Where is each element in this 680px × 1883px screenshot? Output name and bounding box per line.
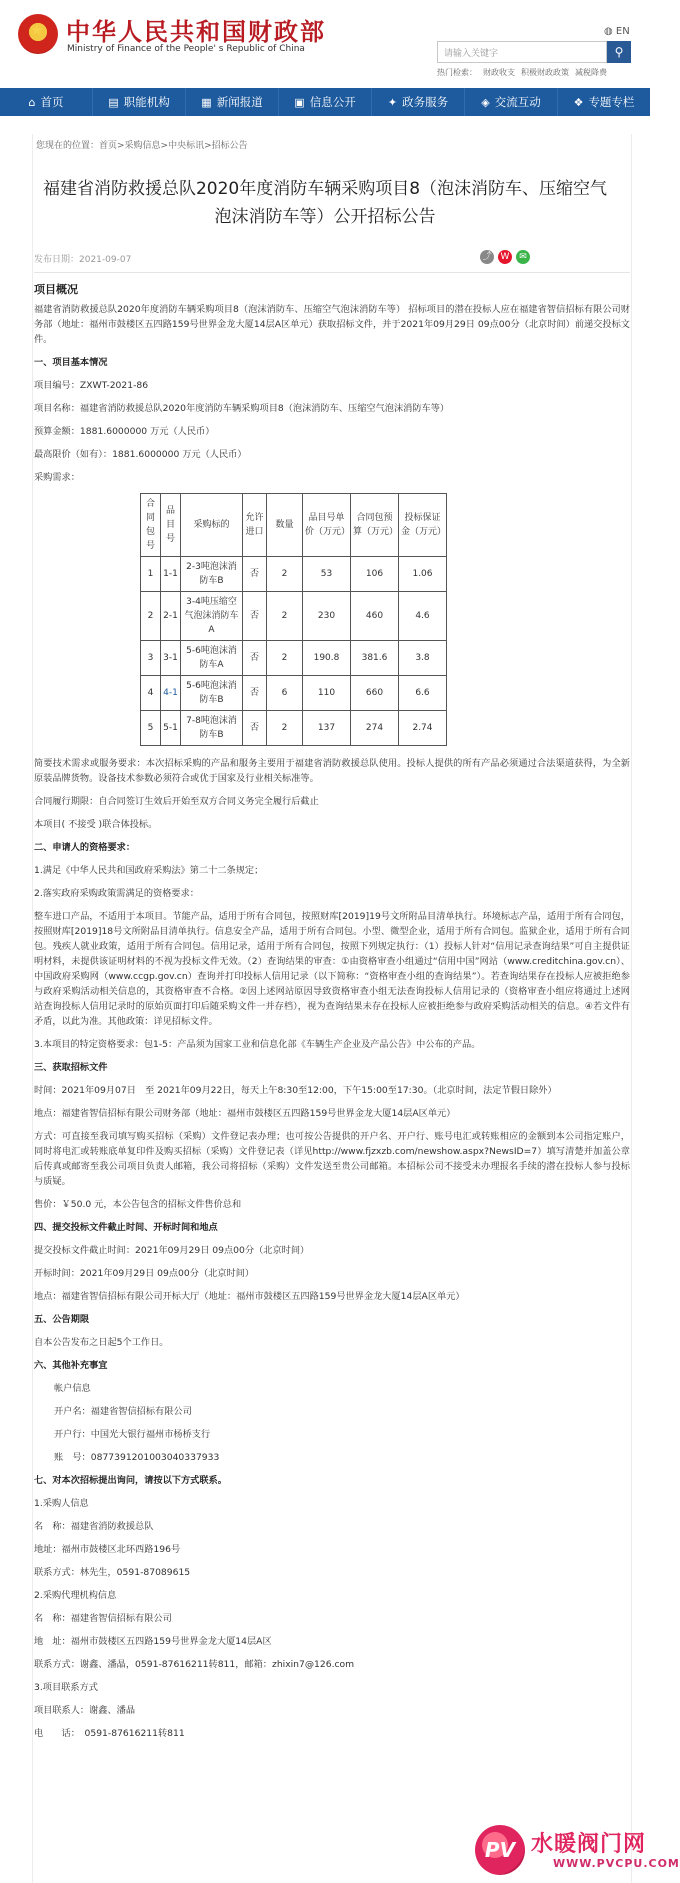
table-cell: 4.6 — [399, 592, 447, 641]
table-cell: 否 — [243, 592, 267, 641]
news-icon: ▦ — [201, 95, 212, 109]
table-header: 合同包号 — [141, 494, 161, 557]
chat-icon: ◈ — [481, 95, 490, 109]
contact-project-person: 项目联系人：谢鑫、潘晶 — [34, 1705, 136, 1716]
procurement-table — [140, 493, 447, 746]
qualification-1: 1.满足《中华人民共和国政府采购法》第二十二条规定； — [34, 865, 264, 876]
brief-requirements: 简要技术需求或服务要求：本次招标采购的产品和服务主要用于福建省消防救援总队使用。投标人提供的所有产品必须通过合法渠道获得，为全新原装品牌货物。设备技术参数必须符合或优于国家及行业相关标准等。 — [34, 758, 630, 784]
nav-label: 首页 — [40, 95, 64, 109]
table-cell: 3.8 — [399, 641, 447, 676]
table-cell: 190.8 — [303, 641, 351, 676]
nav-item-info[interactable] — [279, 88, 372, 116]
joint-bid: 本项目( 不接受 )联合体投标。 — [34, 819, 158, 830]
account-bank: 开户行：中国光大银行福州市杨桥支行 — [54, 1429, 211, 1440]
table-header: 合同包预算（万元） — [351, 494, 399, 557]
table-cell: 5-6吨泡沫消防车B — [181, 676, 243, 711]
table-cell: 2 — [141, 592, 161, 641]
nav-label: 职能机构 — [123, 95, 170, 109]
qualification-2: 2.落实政府采购政策需满足的资格要求： — [34, 888, 199, 899]
table-cell: 106 — [351, 557, 399, 592]
table-cell: 2 — [267, 711, 303, 746]
max-price: 最高限价（如有）：1881.6000000 万元（人民币） — [34, 449, 247, 460]
overview-text: 福建省消防救援总队2020年度消防车辆采购项目8（泡沫消防车、压缩空气泡沫消防车等） 招标项目的潜在投标人应在福建省智信招标有限公司财务部（地址：福州市鼓楼区五四路159号世界金龙大厦14层A区单元）获取招标文件，并于2021年09月29日 09点00分（北京时间）前递交投标文件。 — [34, 304, 630, 345]
nav-label: 交流互动 — [494, 95, 541, 109]
table-cell: 381.6 — [351, 641, 399, 676]
open-place: 地点：福建省智信招标有限公司开标大厅（地址：福州市鼓楼区五四路159号世界金龙大厦14层A区单元） — [34, 1291, 465, 1302]
table-header: 品目号 — [161, 494, 181, 557]
contract-term: 合同履行期限：自合同签订生效后开始至双方合同义务完全履行后截止 — [34, 796, 319, 807]
budget: 预算金额：1881.6000000 万元（人民币） — [34, 426, 215, 437]
table-header: 投标保证金（万元） — [399, 494, 447, 557]
table-cell: 460 — [351, 592, 399, 641]
table-header: 采购标的 — [181, 494, 243, 557]
account-name: 开户名：福建省智信招标有限公司 — [54, 1406, 192, 1417]
obtain-place: 地点：福建省智信招标有限公司财务部（地址：福州市鼓楼区五四路159号世界金龙大厦14层A区单元） — [34, 1108, 456, 1119]
article-body — [34, 282, 630, 1749]
table-cell: 2 — [267, 557, 303, 592]
table-cell: 1 — [141, 557, 161, 592]
nav-item-topics[interactable] — [558, 88, 650, 116]
contact-agency-name: 名 称：福建省智信招标有限公司 — [34, 1613, 172, 1624]
nav-label: 信息公开 — [309, 95, 356, 109]
table-row — [141, 676, 447, 711]
overview-heading: 项目概况 — [34, 283, 78, 296]
table-row — [141, 711, 447, 746]
site-title-en: Ministry of Finance of the People' s Republic of China — [67, 44, 305, 54]
table-header: 允许进口 — [243, 494, 267, 557]
hot-word[interactable]: 财政收支 — [483, 68, 515, 77]
contact-purchaser-address: 地址：福州市鼓楼区北环西路196号 — [34, 1544, 181, 1555]
qualification-2-detail: 整车进口产品，不适用于本项目。节能产品，适用于所有合同包，按照财库[2019]19号文所附品目清单执行。环境标志产品，适用于所有合同包，按照财库[2019]18号文所附品目清单执行。信息安全产品，适用于所有合同包。小型、微型企业，适用于所有合同包。监狱企业，适用于所有合同包。残疾人就业政策，适用于所有合同包。信用记录，适用于所有合同包，按照下列规定执行：（1）投标人针对“信用记录查询结果”可自主提供证明材料，未提供该证明材料的不视为投标文件无效。（2）查询结果的审查：①由资格审查小组通过“信用中国”网站（www.creditchina.gov.cn）、中国政府采购网（www.ccgp.gov.cn）查询并打印投标人信用记录（以下简称：“资格审查小组的查询结果”）。若查询结果存在投标人应被拒绝参与政府采购活动相关信息的，其资格审查不合格。②因上述网站原因导致资格审查小组无法查询投标人信用记录的（资格审查小组应将通过上述网站查询投标人信用记录时的原始页面打印后随采购文件一并存档），视为查询结果未存在投标人应被拒绝参与政府采购活动相关的信息。④若文件有矛盾，以此为准。其他政策：详见招标文件。 — [34, 911, 630, 1027]
watermark-en: WWW.PVCPU.COM — [553, 1857, 680, 1870]
table-cell: 1-1 — [161, 557, 181, 592]
table-cell: 4 — [141, 676, 161, 711]
national-emblem-icon[interactable]: ★ — [18, 14, 58, 54]
nav-label: 新闻报道 — [216, 95, 263, 109]
nav-item-interaction[interactable] — [465, 88, 558, 116]
project-number: 项目编号：ZXWT-2021-86 — [34, 380, 149, 391]
table-cell: 230 — [303, 592, 351, 641]
site-title[interactable]: 中华人民共和国财政部 — [66, 18, 326, 46]
column-icon: ❖ — [573, 95, 584, 109]
contact-agency-address: 地 址：福州市鼓楼区五四路159号世界金龙大厦14层A区 — [34, 1636, 272, 1647]
section-heading: 七、对本次招标提出询问，请按以下方式联系。 — [34, 1475, 227, 1486]
obtain-time: 时间：2021年09月07日 至 2021年09月22日，每天上午8:30至12:00，下午15:00至17:30。（北京时间，法定节假日除外） — [34, 1085, 557, 1096]
site-header — [0, 0, 650, 84]
table-cell: 5-6吨泡沫消防车A — [181, 641, 243, 676]
table-cell: 2-3吨泡沫消防车B — [181, 557, 243, 592]
watermark-logo-icon: PV — [475, 1825, 525, 1875]
search-button[interactable] — [607, 41, 631, 63]
service-icon: ✦ — [387, 95, 398, 109]
table-cell: 否 — [243, 711, 267, 746]
table-header-row — [141, 494, 447, 557]
section-heading: 三、获取招标文件 — [34, 1062, 108, 1073]
demand-label: 采购需求： — [34, 472, 80, 483]
table-cell: 2.74 — [399, 711, 447, 746]
nav-item-services[interactable] — [372, 88, 465, 116]
table-header: 数量 — [267, 494, 303, 557]
obtain-method: 方式：可直接至我司填写购买招标（采购）文件登记表办理；也可按公告提供的开户名、开户行、账号电汇或转账相应的金额到本公司指定账户，同时将电汇或转账底单复印件及购买招标（采购）文件登记表（详见http://www.fjzxzb.com/newshow.aspx?NewsID=7）填写清楚并加盖公章后传真或邮寄至我公司项目负责人邮箱，我公司将招标（采购）文件发送至贵公司邮箱。本招标公司不接受未办理报名手续的潜在投标人参与投标与质疑。 — [34, 1131, 630, 1187]
contact-purchaser-phone: 联系方式：林先生，0591-87089615 — [34, 1567, 191, 1578]
nav-label: 专题专栏 — [588, 95, 635, 109]
share-bar — [480, 250, 530, 264]
breadcrumb[interactable]: 您现在的位置：首页>采购信息>中央标讯>招标公告 — [36, 141, 248, 151]
table-cell: 2 — [267, 592, 303, 641]
search-icon: ⚲ — [614, 45, 624, 59]
project-name: 项目名称：福建省消防救援总队2020年度消防车辆采购项目8（泡沫消防车、压缩空气泡沫消防车等） — [34, 403, 450, 414]
table-cell: 6 — [267, 676, 303, 711]
contact-project-label: 3.项目联系方式 — [34, 1682, 98, 1693]
table-cell: 7-8吨泡沫消防车B — [181, 711, 243, 746]
table-row — [141, 557, 447, 592]
table-cell: 4-1 — [161, 676, 181, 711]
nav-item-home[interactable] — [0, 88, 93, 116]
hot-label: 热门检索： — [437, 68, 477, 77]
table-cell: 3-1 — [161, 641, 181, 676]
section-heading: 六、其他补充事宜 — [34, 1360, 108, 1371]
section-heading: 五、公告期限 — [34, 1314, 90, 1325]
table-cell: 3-4吨压缩空气泡沫消防车A — [181, 592, 243, 641]
nav-item-news[interactable] — [186, 88, 279, 116]
language-switch[interactable] — [604, 26, 630, 37]
hot-word[interactable]: 积极财政政策 — [521, 68, 569, 77]
table-cell: 110 — [303, 676, 351, 711]
globe-icon: ◍ — [604, 26, 613, 37]
section-heading: 四、提交投标文件截止时间、开标时间和地点 — [34, 1222, 218, 1233]
watermark-cn: 水暖阀门网 — [531, 1832, 647, 1857]
nav-label: 政务服务 — [402, 95, 449, 109]
hot-searches — [437, 67, 613, 78]
table-cell: 5-1 — [161, 711, 181, 746]
table-cell: 否 — [243, 676, 267, 711]
account-number: 账 号：0877391201003040337933 — [54, 1452, 220, 1463]
language-label: EN — [615, 26, 630, 37]
nav-item-departments[interactable] — [93, 88, 186, 116]
publish-date: 发布日期：2021-09-07 — [34, 255, 132, 265]
table-cell: 3 — [141, 641, 161, 676]
contact-agency-label: 2.采购代理机构信息 — [34, 1590, 117, 1601]
table-cell: 否 — [243, 557, 267, 592]
qualification-3: 3.本项目的特定资格要求：包1-5：产品须为国家工业和信息化部《车辆生产企业及产品公告》中公布的产品。 — [34, 1039, 481, 1050]
home-icon: ⌂ — [28, 95, 36, 109]
table-cell: 否 — [243, 641, 267, 676]
table-cell: 137 — [303, 711, 351, 746]
table-cell: 2-1 — [161, 592, 181, 641]
contact-project-phone: 电 话： 0591-87616211转811 — [34, 1728, 185, 1739]
title-divider — [34, 272, 630, 273]
wechat-icon[interactable]: ✉ — [516, 250, 530, 264]
table-cell: 274 — [351, 711, 399, 746]
contact-purchaser-label: 1.采购人信息 — [34, 1498, 89, 1509]
table-row — [141, 592, 447, 641]
document-price: 售价：￥50.0 元，本公告包含的招标文件售价总和 — [34, 1199, 242, 1210]
section-heading: 二、申请人的资格要求： — [34, 842, 136, 853]
watermark — [475, 1825, 680, 1880]
info-icon: ▣ — [294, 95, 305, 109]
table-cell: 660 — [351, 676, 399, 711]
weibo-icon[interactable]: W — [498, 250, 512, 264]
building-icon: ▤ — [108, 95, 119, 109]
table-cell: 1.06 — [399, 557, 447, 592]
search-input[interactable]: 请输入关键字 — [437, 41, 607, 63]
account-label: 帐户信息 — [54, 1383, 91, 1394]
section-heading: 一、项目基本情况 — [34, 357, 108, 368]
open-time: 开标时间：2021年09月29日 09点00分（北京时间） — [34, 1268, 255, 1279]
page-title: 福建省消防救援总队2020年度消防车辆采购项目8（泡沫消防车、压缩空气泡沫消防车等）公开招标公告 — [42, 179, 608, 227]
table-cell: 53 — [303, 557, 351, 592]
hot-word[interactable]: 减税降费 — [575, 68, 607, 77]
table-cell: 2 — [267, 641, 303, 676]
bid-deadline: 提交投标文件截止时间：2021年09月29日 09点00分（北京时间） — [34, 1245, 310, 1256]
notice-period: 自本公告发布之日起5个工作日。 — [34, 1337, 169, 1348]
contact-agency-phone: 联系方式：谢鑫、潘晶，0591-87616211转811，邮箱：zhixin7@126.com — [34, 1659, 355, 1670]
contact-purchaser-name: 名 称：福建省消防救援总队 — [34, 1521, 154, 1532]
table-cell: 5 — [141, 711, 161, 746]
share-icon[interactable]: ⤴ — [480, 250, 494, 264]
table-header: 品目号单价（万元） — [303, 494, 351, 557]
main-nav — [0, 88, 650, 116]
table-row — [141, 641, 447, 676]
table-cell: 6.6 — [399, 676, 447, 711]
